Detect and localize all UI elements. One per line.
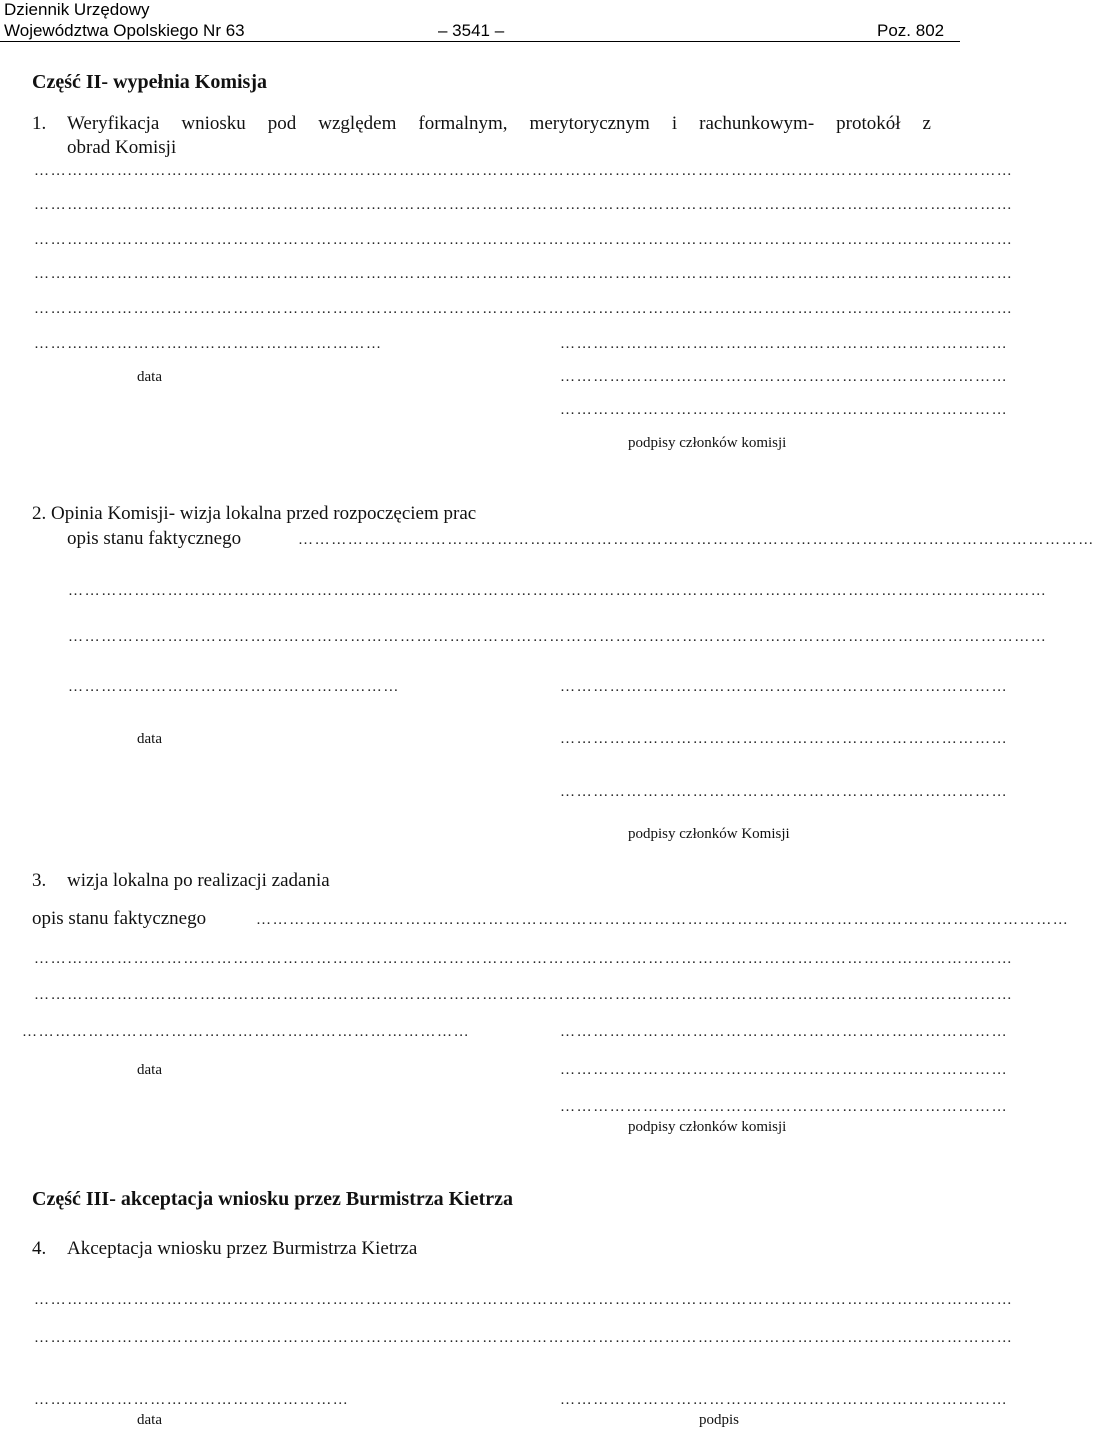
signature-fill-line: ………………………………………………………………………: [560, 1392, 1009, 1408]
fill-line: ……………………………………………………………………………………………………………………………………………………………: [34, 951, 1014, 967]
item2-text-line2: opis stanu faktycznego: [67, 528, 242, 549]
fill-line: ……………………………………………………………………………………………………………………………………………………………: [34, 197, 1014, 213]
date-label: data: [137, 1062, 162, 1078]
header-rule: [0, 41, 960, 42]
fill-line: ……………………………………………………………………………………………………………………………………………………………: [34, 232, 1014, 248]
fill-line: ……………………………………………………………………………………………………………………………………………………………: [34, 266, 1014, 282]
signature-fill-line: ………………………………………………………………………: [560, 1062, 1009, 1078]
fill-line: ……………………………………………………………………………………………………………………………………………………………: [34, 987, 1014, 1003]
date-fill-line: ………………………………………………………………………: [22, 1024, 471, 1040]
signature-fill-line: ………………………………………………………………………: [560, 1024, 1009, 1040]
signature-label: podpis: [699, 1412, 740, 1428]
fill-line: …………………………………………………………………………………………………………………………………: [256, 912, 1070, 928]
signatures-label: podpisy członków komisji: [628, 435, 787, 451]
fill-line: ……………………………………………………………………………………………………………………………………………………………: [34, 301, 1014, 317]
signature-fill-line: ………………………………………………………………………: [560, 369, 1009, 385]
part3-title: Część III- akceptacja wniosku przez Burmistrza Kietrza: [32, 1188, 514, 1210]
signature-fill-line: ………………………………………………………………………: [560, 679, 1009, 695]
fill-line: ……………………………………………………………………………………………………………………………………………………………: [68, 629, 1048, 645]
item4-text: Akceptacja wniosku przez Burmistrza Kietrza: [67, 1238, 418, 1259]
part2-title: Część II- wypełnia Komisja: [32, 71, 267, 93]
signature-fill-line: ………………………………………………………………………: [560, 1099, 1009, 1115]
item3-text-line2: opis stanu faktycznego: [32, 908, 207, 929]
journal-title-line1: Dziennik Urzędowy: [4, 0, 150, 19]
fill-line: ……………………………………………………………………………………………………………………………………………………………: [34, 163, 1014, 179]
signature-fill-line: ………………………………………………………………………: [560, 336, 1009, 352]
date-fill-line: ……………………………………………………: [68, 679, 400, 695]
signatures-label: podpisy członków komisji: [628, 1119, 787, 1135]
item3-text-line1: wizja lokalna po realizacji zadania: [67, 870, 330, 891]
signature-fill-line: ………………………………………………………………………: [560, 402, 1009, 418]
date-label: data: [137, 1412, 162, 1428]
date-label: data: [137, 731, 162, 747]
date-fill-line: ………………………………………………………: [34, 336, 383, 352]
signature-fill-line: ………………………………………………………………………: [560, 731, 1009, 747]
date-fill-line: …………………………………………………: [34, 1392, 350, 1408]
fill-line: ………………………………………………………………………………………………………………………………: [298, 532, 1095, 548]
position-number: Poz. 802: [877, 21, 945, 40]
fill-line: ……………………………………………………………………………………………………………………………………………………………: [68, 583, 1048, 599]
item1-number: 1.: [32, 113, 47, 134]
item1-text-line2: obrad Komisji: [67, 137, 177, 158]
page-number: – 3541 –: [438, 21, 505, 40]
fill-line: ……………………………………………………………………………………………………………………………………………………………: [34, 1292, 1014, 1308]
item2-text-line1: 2. Opinia Komisji- wizja lokalna przed rozpoczęciem prac: [32, 503, 477, 524]
journal-title-line2: Województwa Opolskiego Nr 63: [4, 21, 245, 40]
fill-line: ……………………………………………………………………………………………………………………………………………………………: [34, 1330, 1014, 1346]
signature-fill-line: ………………………………………………………………………: [560, 784, 1009, 800]
signatures-label: podpisy członków Komisji: [628, 826, 790, 842]
item1-text-line1: Weryfikacja wniosku pod względem formalnym, merytorycznym i rachunkowym- protokół z: [67, 113, 931, 134]
item4-number: 4.: [32, 1238, 47, 1259]
item3-number: 3.: [32, 870, 47, 891]
date-label: data: [137, 369, 162, 385]
